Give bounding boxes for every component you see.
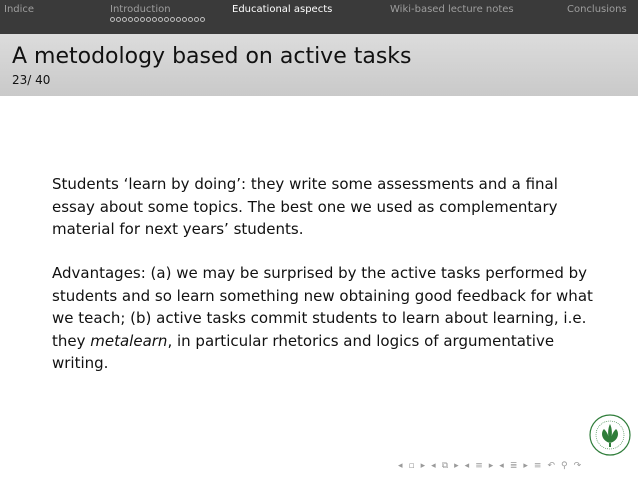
section-icon[interactable]: ≡ <box>475 461 483 471</box>
paragraph-advantages <box>52 262 597 375</box>
progress-dot[interactable] <box>182 17 187 22</box>
section-navigation-bar <box>0 0 638 34</box>
nav-item-indice[interactable]: Indice <box>4 4 35 15</box>
next-section-icon[interactable]: ▸ <box>488 461 494 471</box>
progress-dot[interactable] <box>194 17 199 22</box>
undo-icon[interactable]: ↶ <box>547 461 555 471</box>
prev-part-icon[interactable]: ◂ <box>499 461 504 471</box>
search-icon[interactable]: ⚲ <box>560 461 568 471</box>
part-icon[interactable]: ≣ <box>509 461 518 471</box>
prev-section-icon[interactable]: ◂ <box>464 461 470 471</box>
progress-dot[interactable] <box>164 17 169 22</box>
progress-dot[interactable] <box>122 17 127 22</box>
progress-dot[interactable] <box>170 17 175 22</box>
nav-item-wiki-based-lecture-notes[interactable]: Wiki-based lecture notes <box>390 4 514 15</box>
appendix-icon[interactable]: ≡ <box>533 461 542 471</box>
next-subsection-icon[interactable]: ▸ <box>454 461 459 471</box>
prev-frame-icon[interactable]: ◂ <box>398 461 403 471</box>
progress-dot[interactable] <box>188 17 193 22</box>
page-number: 23/ 40 <box>12 73 51 87</box>
next-part-icon[interactable]: ▸ <box>523 461 528 471</box>
progress-dot[interactable] <box>158 17 163 22</box>
progress-dot[interactable] <box>116 17 121 22</box>
slide-title-bar <box>0 34 638 96</box>
progress-dot[interactable] <box>200 17 205 22</box>
nav-item-conclusions[interactable]: Conclusions <box>567 4 627 15</box>
progress-dot[interactable] <box>176 17 181 22</box>
paragraph-advantages-text: Advantages: (a) we may be surprised by the active tasks performed by students and so learn something new obtaining good feedback for what we teach; (b) active tasks commit students to learn about learning, i.e. they <box>52 264 593 350</box>
subsection-icon[interactable]: ⧉ <box>441 461 449 471</box>
emphasis-metalearn: metalearn <box>90 331 168 350</box>
progress-dot[interactable] <box>152 17 157 22</box>
paragraph-advantages-tail: , in particular rhetorics and logics of argumentative writing. <box>52 331 555 372</box>
next-frame-icon[interactable]: ▸ <box>420 461 426 471</box>
progress-dot[interactable] <box>146 17 151 22</box>
progress-dot[interactable] <box>128 17 133 22</box>
slide-title: A metodology based on active tasks <box>12 44 412 69</box>
progress-dot[interactable] <box>134 17 139 22</box>
frame-icon[interactable]: ▫ <box>408 461 415 471</box>
redo-icon[interactable]: ↷ <box>573 461 582 471</box>
paragraph-learn-by-doing: Students ‘learn by doing’: they write some assessments and a final essay about some topics. The best one we used as complementary material for next years’ students. <box>52 175 558 238</box>
progress-dot[interactable] <box>110 17 115 22</box>
subsection-progress-dots <box>110 17 205 22</box>
progress-dot[interactable] <box>140 17 145 22</box>
university-seal-icon <box>588 413 632 457</box>
nav-item-introduction[interactable]: Introduction <box>110 4 171 15</box>
prev-subsection-icon[interactable]: ◂ <box>431 461 436 471</box>
beamer-navigation-controls <box>398 461 581 471</box>
nav-item-educational-aspects[interactable]: Educational aspects <box>232 4 333 15</box>
